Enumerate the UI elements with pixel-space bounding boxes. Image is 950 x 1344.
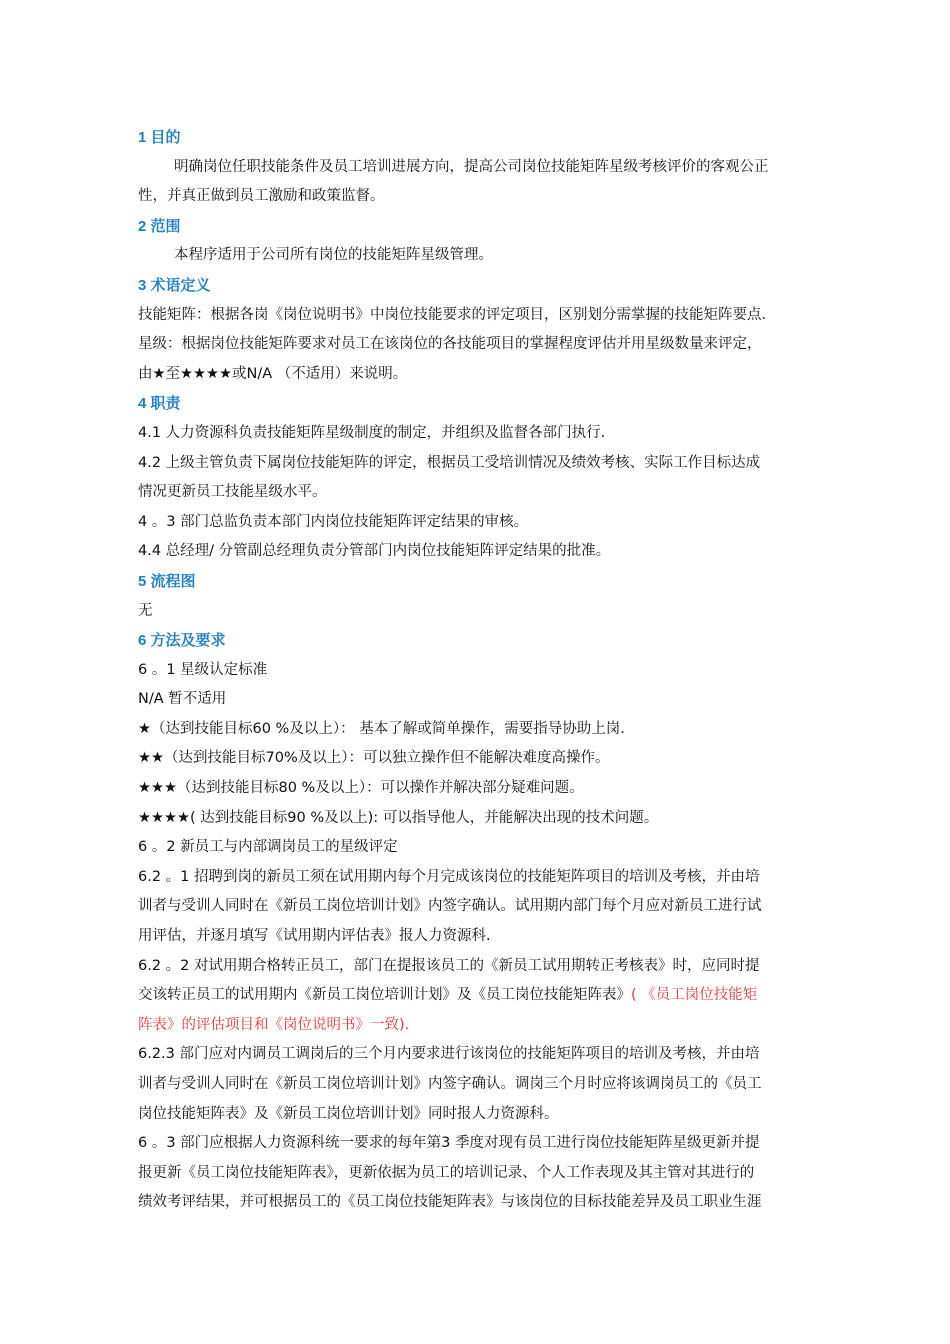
- flowchart-text: 无: [138, 602, 153, 619]
- section-5-heading: 5 流程图: [138, 572, 196, 590]
- star-standard-3: ★★★（达到技能目标80 %及以上）：可以操作并解决部分疑难问题。: [138, 780, 584, 797]
- clause-6-2-2-line-1: 6.2 。2 对试用期合格转正员工，部门在提报该员工的《新员工试用期转正考核表》时，应同时提: [138, 957, 760, 974]
- definition-star-level-1: 星级：根据岗位技能矩阵要求对员工在该岗位的各技能项目的掌握程度评估并用星级数量来评定，: [138, 336, 762, 353]
- star-standard-4: ★★★★( 达到技能目标90 %及以上): 可以指导他人，并能解决出现的技术问题。: [138, 809, 659, 826]
- section-3-heading: 3 术语定义: [138, 276, 211, 294]
- star-standard-1: ★（达到技能目标60 %及以上）： 基本了解或简单操作，需要指导协助上岗.: [138, 720, 625, 737]
- clause-6-3-line-3: 绩效考评结果，并可根据员工的《员工岗位技能矩阵表》与该岗位的目标技能差异及员工职业生涯: [138, 1194, 762, 1211]
- definition-skill-matrix: 技能矩阵：根据各岗《岗位说明书》中岗位技能要求的评定项目，区别划分需掌握的技能矩阵要点.: [138, 306, 767, 323]
- responsibility-4-3: 4 。3 部门总监负责本部门内岗位技能矩阵评定结果的审核。: [138, 513, 529, 530]
- clause-6-2-2-line-2: [138, 981, 860, 1011]
- responsibility-4-1: 4.1 人力资源科负责技能矩阵星级制度的制定，并组织及监督各部门执行.: [138, 424, 606, 441]
- clause-6-3-line-2: 报更新《员工岗位技能矩阵表》，更新依据为员工的培训记录、个人工作表现及其主管对其进行的: [138, 1164, 755, 1181]
- clause-6-2-3-line-1: 6.2.3 部门应对内调员工调岗后的三个月内要求进行该岗位的技能矩阵项目的培训及考核，并由培: [138, 1046, 760, 1063]
- subsection-6-1: 6 。1 星级认定标准: [138, 661, 268, 678]
- responsibility-4-2-line-1: 4.2 上级主管负责下属岗位技能矩阵的评定，根据员工受培训情况及绩效考核、实际工作目标达成: [138, 454, 761, 471]
- section-1-heading: 1 目的: [138, 129, 181, 146]
- star-standard-2: ★★（达到技能目标70%及以上）：可以独立操作但不能解决难度高操作。: [138, 750, 610, 767]
- scope-text: 本程序适用于公司所有岗位的技能矩阵星级管理。: [174, 247, 493, 264]
- clause-6-2-2-text: 交该转正员工的试用期内《新员工岗位培训计划》及《员工岗位技能矩阵表》: [138, 987, 631, 1004]
- section-6-heading: 6 方法及要求: [138, 632, 226, 650]
- definition-star-level-2: 由★至★★★★或N/A （不适用）来说明。: [138, 365, 408, 382]
- section-4-heading: 4 职责: [138, 395, 181, 413]
- star-standard-na: N/A 暂不适用: [138, 691, 227, 708]
- clause-6-2-1-line-2: 训者与受训人同时在《新员工岗位培训计划》内签字确认。试用期内部门每个月应对新员工进行试: [138, 898, 762, 915]
- clause-6-2-3-line-3: 岗位技能矩阵表》及《新员工岗位培训计划》同时报人力资源科。: [138, 1105, 559, 1122]
- purpose-text-line-2: 性，并真正做到员工激励和政策监督。: [138, 188, 385, 205]
- purpose-text-line-1: 明确岗位任职技能条件及员工培训进展方向，提高公司岗位技能矩阵星级考核评价的客观公正: [174, 158, 769, 175]
- section-2-heading: 2 范围: [138, 217, 181, 235]
- clause-6-3-line-1: 6 。3 部门应根据人力资源科统一要求的每年第3 季度对现有员工进行岗位技能矩阵星级更新并提: [138, 1135, 760, 1152]
- responsibility-4-4: 4.4 总经理/ 分管副总经理负责分管部门内岗位技能矩阵评定结果的批准。: [138, 543, 611, 560]
- responsibility-4-2-line-2: 情况更新员工技能星级水平。: [138, 484, 327, 501]
- clause-6-2-1-line-3: 用评估，并逐月填写《试用期内评估表》报人力资源科.: [138, 928, 491, 945]
- clause-6-2-1-line-1: 6.2 。1 招聘到岗的新员工须在试用期内每个月完成该岗位的技能矩阵项目的培训及考核，并由培: [138, 868, 760, 885]
- clause-6-2-3-line-2: 训者与受训人同时在《新员工岗位培训计划》内签字确认。调岗三个月时应将该调岗员工的《员工: [138, 1076, 762, 1092]
- clause-6-2-2-note-end: 阵表》的评估项目和《岗位说明书》一致).: [138, 1016, 410, 1033]
- clause-6-2-2-note-start: ( 《员工岗位技能矩: [631, 987, 758, 1004]
- subsection-6-2: 6 。2 新员工与内部调岗员工的星级评定: [138, 839, 398, 856]
